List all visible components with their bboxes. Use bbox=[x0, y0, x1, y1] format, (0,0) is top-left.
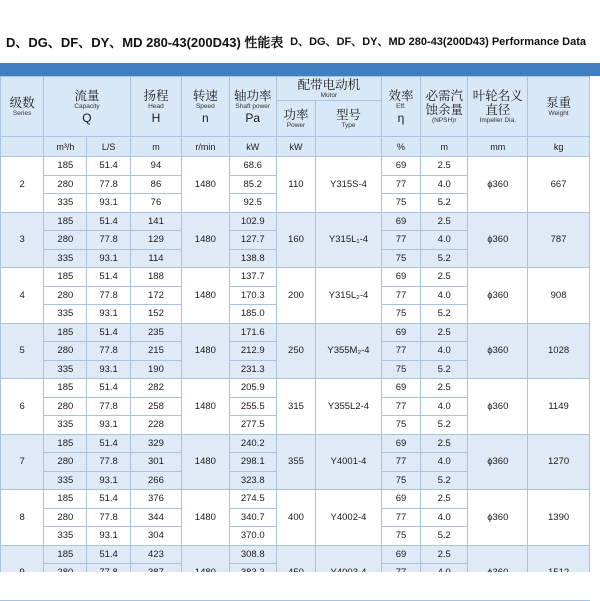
cell-q-ls: 77.8 bbox=[87, 453, 130, 472]
cell-motor-power: 400 bbox=[276, 490, 315, 546]
unit-head: m bbox=[130, 137, 181, 157]
cell-shaft-power: 274.5 bbox=[229, 490, 276, 509]
cell-efficiency: 69 bbox=[381, 157, 420, 176]
cell-q-m3h: 280 bbox=[44, 397, 87, 416]
cell-q-ls: 93.1 bbox=[87, 416, 130, 435]
cell-head: 235 bbox=[130, 323, 181, 342]
table-row bbox=[1, 323, 590, 342]
cell-npsh: 4.0 bbox=[421, 175, 468, 194]
cell-q-m3h: 185 bbox=[44, 490, 87, 509]
cell-q-ls: 51.4 bbox=[87, 490, 130, 509]
cell-npsh: 5.2 bbox=[421, 416, 468, 435]
cell-q-ls: 77.8 bbox=[87, 397, 130, 416]
cell-efficiency: 75 bbox=[381, 471, 420, 490]
cell-q-m3h: 280 bbox=[44, 453, 87, 472]
cell-efficiency: 77 bbox=[381, 342, 420, 361]
title-chinese: D、DG、DF、DY、MD 280-43(200D43) 性能表 bbox=[6, 35, 284, 50]
cell-npsh: 5.2 bbox=[421, 194, 468, 213]
cell-shaft-power: 231.3 bbox=[229, 360, 276, 379]
cell-shaft-power: 255.5 bbox=[229, 397, 276, 416]
unit-q-m3h: m³/h bbox=[44, 137, 87, 157]
cell-efficiency: 69 bbox=[381, 323, 420, 342]
cell-npsh: 2.5 bbox=[421, 157, 468, 176]
table-row bbox=[1, 379, 590, 398]
header-impeller: 叶轮名义直径 Impeller Dia. bbox=[468, 77, 528, 137]
cell-npsh: 2.5 bbox=[421, 490, 468, 509]
cell-impeller-dia: ϕ360 bbox=[468, 490, 528, 546]
cell-weight: 1390 bbox=[528, 490, 590, 546]
cell-q-ls: 51.4 bbox=[87, 379, 130, 398]
table-body bbox=[1, 157, 590, 601]
cell-shaft-power: 298.1 bbox=[229, 453, 276, 472]
unit-shaft: kW bbox=[229, 137, 276, 157]
cell-npsh: 5.2 bbox=[421, 527, 468, 546]
cell-motor-type: Y4002-4 bbox=[316, 490, 382, 546]
cell-q-ls: 51.4 bbox=[87, 545, 130, 564]
cell-head: 258 bbox=[130, 397, 181, 416]
header-band bbox=[0, 63, 600, 76]
cell-speed: 1480 bbox=[182, 434, 229, 490]
cell-npsh: 2.5 bbox=[421, 212, 468, 231]
performance-table bbox=[0, 76, 590, 601]
cell-series: 8 bbox=[1, 490, 44, 546]
cell-head: 304 bbox=[130, 527, 181, 546]
header-npsh: 必需汽蚀余量 (NPSH)r bbox=[421, 77, 468, 137]
cell-series: 7 bbox=[1, 434, 44, 490]
cell-head: 94 bbox=[130, 157, 181, 176]
table-row bbox=[1, 545, 590, 564]
cell-q-ls: 77.8 bbox=[87, 508, 130, 527]
cell-motor-type: Y4001-4 bbox=[316, 434, 382, 490]
cell-shaft-power: 340.7 bbox=[229, 508, 276, 527]
cell-shaft-power: 137.7 bbox=[229, 268, 276, 287]
unit-npsh: m bbox=[421, 137, 468, 157]
cell-head: 215 bbox=[130, 342, 181, 361]
cell-npsh: 2.5 bbox=[421, 268, 468, 287]
cell-q-ls: 93.1 bbox=[87, 527, 130, 546]
cell-weight: 787 bbox=[528, 212, 590, 268]
cell-q-ls: 77.8 bbox=[87, 175, 130, 194]
cell-weight: 908 bbox=[528, 268, 590, 324]
cell-motor-power: 355 bbox=[276, 434, 315, 490]
cell-head: 344 bbox=[130, 508, 181, 527]
cell-q-m3h: 280 bbox=[44, 286, 87, 305]
cell-q-ls: 51.4 bbox=[87, 212, 130, 231]
cell-q-ls: 93.1 bbox=[87, 249, 130, 268]
unit-eff: % bbox=[381, 137, 420, 157]
cell-q-ls: 51.4 bbox=[87, 157, 130, 176]
cell-motor-type: Y315L₁-4 bbox=[316, 212, 382, 268]
cell-npsh: 4.0 bbox=[421, 508, 468, 527]
cell-impeller-dia: ϕ360 bbox=[468, 379, 528, 435]
cell-q-ls: 93.1 bbox=[87, 471, 130, 490]
cell-efficiency: 69 bbox=[381, 434, 420, 453]
cell-head: 114 bbox=[130, 249, 181, 268]
cell-speed: 1480 bbox=[182, 379, 229, 435]
cell-q-ls: 93.1 bbox=[87, 305, 130, 324]
cell-shaft-power: 138.8 bbox=[229, 249, 276, 268]
cell-series: 2 bbox=[1, 157, 44, 213]
cell-q-m3h: 335 bbox=[44, 194, 87, 213]
cell-q-m3h: 185 bbox=[44, 323, 87, 342]
cell-head: 266 bbox=[130, 471, 181, 490]
cell-shaft-power: 68.6 bbox=[229, 157, 276, 176]
cell-q-m3h: 185 bbox=[44, 434, 87, 453]
cell-npsh: 4.0 bbox=[421, 231, 468, 250]
cell-head: 141 bbox=[130, 212, 181, 231]
cell-head: 172 bbox=[130, 286, 181, 305]
table-row bbox=[1, 434, 590, 453]
cell-q-m3h: 185 bbox=[44, 545, 87, 564]
cell-motor-type: Y315S-4 bbox=[316, 157, 382, 213]
cell-weight: 667 bbox=[528, 157, 590, 213]
cell-q-m3h: 280 bbox=[44, 231, 87, 250]
cell-shaft-power: 205.9 bbox=[229, 379, 276, 398]
cell-series: 3 bbox=[1, 212, 44, 268]
cell-npsh: 5.2 bbox=[421, 360, 468, 379]
cell-q-m3h: 185 bbox=[44, 268, 87, 287]
cell-head: 282 bbox=[130, 379, 181, 398]
cell-q-m3h: 335 bbox=[44, 471, 87, 490]
cell-motor-power: 110 bbox=[276, 157, 315, 213]
cell-head: 228 bbox=[130, 416, 181, 435]
cell-efficiency: 69 bbox=[381, 268, 420, 287]
cell-speed: 1480 bbox=[182, 212, 229, 268]
cell-head: 129 bbox=[130, 231, 181, 250]
cell-efficiency: 69 bbox=[381, 212, 420, 231]
cell-q-m3h: 185 bbox=[44, 212, 87, 231]
cell-series: 5 bbox=[1, 323, 44, 379]
cell-efficiency: 75 bbox=[381, 305, 420, 324]
cell-weight: 1270 bbox=[528, 434, 590, 490]
cell-head: 190 bbox=[130, 360, 181, 379]
cell-shaft-power: 127.7 bbox=[229, 231, 276, 250]
cell-q-ls: 77.8 bbox=[87, 342, 130, 361]
cell-npsh: 5.2 bbox=[421, 471, 468, 490]
cell-q-ls: 51.4 bbox=[87, 434, 130, 453]
cell-efficiency: 69 bbox=[381, 545, 420, 564]
cell-motor-power: 160 bbox=[276, 212, 315, 268]
cell-shaft-power: 170.3 bbox=[229, 286, 276, 305]
cell-efficiency: 69 bbox=[381, 379, 420, 398]
header-motor-power: 功率 Power bbox=[276, 101, 315, 137]
unit-series bbox=[1, 137, 44, 157]
cell-efficiency: 77 bbox=[381, 231, 420, 250]
cell-q-m3h: 335 bbox=[44, 527, 87, 546]
cell-speed: 1480 bbox=[182, 490, 229, 546]
cell-npsh: 2.5 bbox=[421, 434, 468, 453]
header-efficiency: 效率 Eff. η bbox=[381, 77, 420, 137]
cell-head: 376 bbox=[130, 490, 181, 509]
header-capacity: 流量 Capacity Q bbox=[44, 77, 130, 137]
cell-shaft-power: 277.5 bbox=[229, 416, 276, 435]
cell-q-m3h: 280 bbox=[44, 175, 87, 194]
cell-shaft-power: 85.2 bbox=[229, 175, 276, 194]
cell-head: 329 bbox=[130, 434, 181, 453]
cell-shaft-power: 323.8 bbox=[229, 471, 276, 490]
cell-npsh: 2.5 bbox=[421, 323, 468, 342]
header-head: 扬程 Head H bbox=[130, 77, 181, 137]
table-row bbox=[1, 490, 590, 509]
cell-motor-type: Y355M₂-4 bbox=[316, 323, 382, 379]
bottom-margin bbox=[0, 572, 600, 600]
cell-head: 86 bbox=[130, 175, 181, 194]
cell-q-m3h: 335 bbox=[44, 305, 87, 324]
cell-efficiency: 77 bbox=[381, 286, 420, 305]
cell-q-m3h: 280 bbox=[44, 508, 87, 527]
header-shaft-power: 轴功率 Shaft power Pa bbox=[229, 77, 276, 137]
cell-q-m3h: 185 bbox=[44, 379, 87, 398]
cell-q-ls: 51.4 bbox=[87, 268, 130, 287]
cell-q-ls: 77.8 bbox=[87, 231, 130, 250]
cell-shaft-power: 102.9 bbox=[229, 212, 276, 231]
cell-motor-type: Y355L2-4 bbox=[316, 379, 382, 435]
unit-dia: mm bbox=[468, 137, 528, 157]
cell-npsh: 4.0 bbox=[421, 397, 468, 416]
cell-q-ls: 93.1 bbox=[87, 194, 130, 213]
cell-q-m3h: 335 bbox=[44, 249, 87, 268]
cell-speed: 1480 bbox=[182, 268, 229, 324]
cell-impeller-dia: ϕ360 bbox=[468, 157, 528, 213]
cell-impeller-dia: ϕ360 bbox=[468, 268, 528, 324]
cell-head: 152 bbox=[130, 305, 181, 324]
cell-shaft-power: 370.0 bbox=[229, 527, 276, 546]
cell-shaft-power: 185.0 bbox=[229, 305, 276, 324]
cell-q-m3h: 280 bbox=[44, 342, 87, 361]
cell-efficiency: 75 bbox=[381, 527, 420, 546]
cell-efficiency: 69 bbox=[381, 490, 420, 509]
unit-motor-power: kW bbox=[276, 137, 315, 157]
table-row bbox=[1, 268, 590, 287]
cell-efficiency: 77 bbox=[381, 175, 420, 194]
cell-npsh: 5.2 bbox=[421, 305, 468, 324]
cell-efficiency: 77 bbox=[381, 508, 420, 527]
cell-npsh: 4.0 bbox=[421, 342, 468, 361]
cell-q-m3h: 335 bbox=[44, 360, 87, 379]
header-motor: 配带电动机 Motor bbox=[276, 77, 381, 101]
cell-impeller-dia: ϕ360 bbox=[468, 212, 528, 268]
unit-weight: kg bbox=[528, 137, 590, 157]
cell-head: 76 bbox=[130, 194, 181, 213]
cell-q-ls: 77.8 bbox=[87, 286, 130, 305]
unit-speed: r/min bbox=[182, 137, 229, 157]
cell-shaft-power: 212.9 bbox=[229, 342, 276, 361]
header-series: 级数 Series bbox=[1, 77, 44, 137]
cell-shaft-power: 240.2 bbox=[229, 434, 276, 453]
cell-efficiency: 77 bbox=[381, 453, 420, 472]
cell-npsh: 4.0 bbox=[421, 286, 468, 305]
header-speed: 转速 Speed n bbox=[182, 77, 229, 137]
cell-motor-power: 250 bbox=[276, 323, 315, 379]
cell-efficiency: 75 bbox=[381, 194, 420, 213]
cell-shaft-power: 308.8 bbox=[229, 545, 276, 564]
title-english: D、DG、DF、DY、MD 280-43(200D43) Performance Data bbox=[290, 36, 586, 48]
cell-weight: 1028 bbox=[528, 323, 590, 379]
cell-motor-type: Y315L₂-4 bbox=[316, 268, 382, 324]
cell-npsh: 4.0 bbox=[421, 453, 468, 472]
cell-speed: 1480 bbox=[182, 157, 229, 213]
cell-motor-power: 315 bbox=[276, 379, 315, 435]
cell-npsh: 2.5 bbox=[421, 379, 468, 398]
cell-shaft-power: 171.6 bbox=[229, 323, 276, 342]
cell-q-ls: 93.1 bbox=[87, 360, 130, 379]
cell-impeller-dia: ϕ360 bbox=[468, 323, 528, 379]
cell-efficiency: 75 bbox=[381, 360, 420, 379]
cell-head: 188 bbox=[130, 268, 181, 287]
cell-speed: 1480 bbox=[182, 323, 229, 379]
cell-shaft-power: 92.5 bbox=[229, 194, 276, 213]
cell-weight: 1149 bbox=[528, 379, 590, 435]
unit-motor-type bbox=[316, 137, 382, 157]
header-motor-type: 型号 Type bbox=[316, 101, 382, 137]
title-bar bbox=[0, 0, 600, 62]
cell-head: 301 bbox=[130, 453, 181, 472]
unit-q-ls: L/S bbox=[87, 137, 130, 157]
cell-series: 4 bbox=[1, 268, 44, 324]
table-row bbox=[1, 157, 590, 176]
cell-impeller-dia: ϕ360 bbox=[468, 434, 528, 490]
cell-q-ls: 51.4 bbox=[87, 323, 130, 342]
cell-motor-power: 200 bbox=[276, 268, 315, 324]
header-weight: 泵重 Weight bbox=[528, 77, 590, 137]
cell-head: 423 bbox=[130, 545, 181, 564]
table-row bbox=[1, 212, 590, 231]
cell-efficiency: 77 bbox=[381, 397, 420, 416]
cell-efficiency: 75 bbox=[381, 416, 420, 435]
cell-q-m3h: 335 bbox=[44, 416, 87, 435]
cell-npsh: 2.5 bbox=[421, 545, 468, 564]
cell-q-m3h: 185 bbox=[44, 157, 87, 176]
cell-series: 6 bbox=[1, 379, 44, 435]
cell-npsh: 5.2 bbox=[421, 249, 468, 268]
cell-efficiency: 75 bbox=[381, 249, 420, 268]
